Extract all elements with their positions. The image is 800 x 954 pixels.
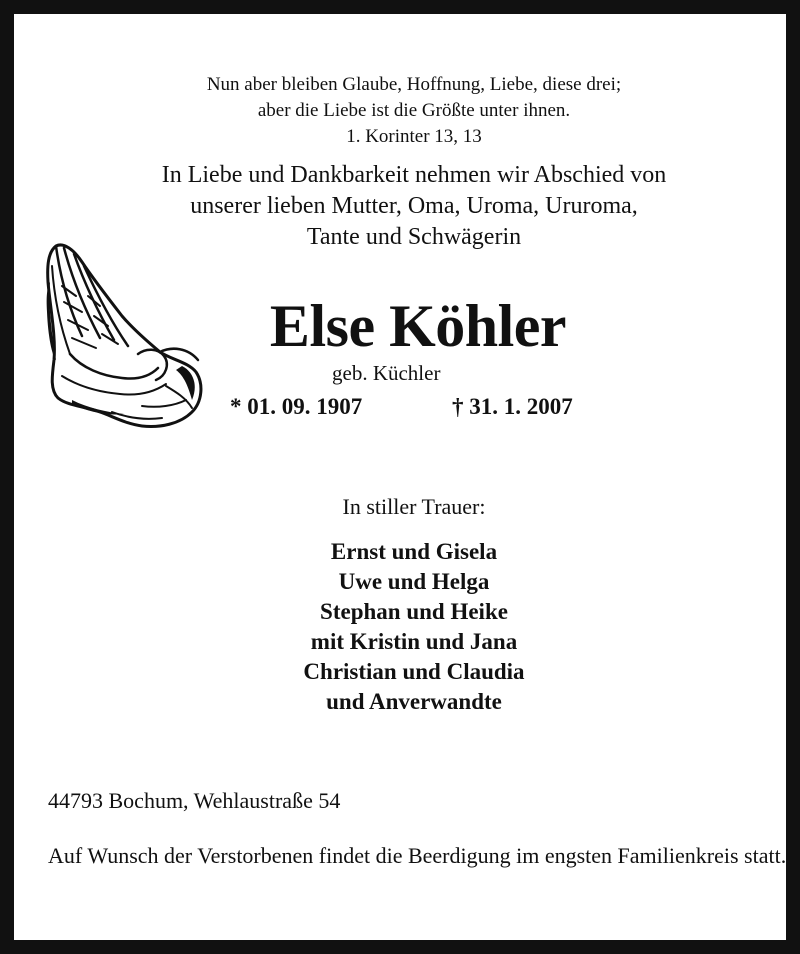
farewell-line-3: Tante und Schwägerin bbox=[306, 224, 522, 250]
list-item: mit Kristin und Jana bbox=[310, 629, 518, 654]
list-item: Christian und Claudia bbox=[303, 659, 525, 684]
mourning-label: In stiller Trauer: bbox=[342, 494, 486, 519]
list-item: Uwe und Helga bbox=[338, 569, 490, 594]
funeral-notice: Auf Wunsch der Verstorbenen findet die Beerdigung im engsten Familienkreis statt. bbox=[48, 843, 787, 868]
deceased-name: Else Köhler bbox=[269, 293, 567, 359]
verse-line-2: aber die Liebe ist die Größte unter ihnen. bbox=[257, 100, 571, 121]
address: 44793 Bochum, Wehlaustraße 54 bbox=[48, 788, 341, 813]
maiden-name: geb. Küchler bbox=[332, 361, 441, 385]
verse-reference: 1. Korinter 13, 13 bbox=[346, 126, 482, 147]
birth-date: * 01. 09. 1907 bbox=[230, 394, 363, 419]
list-item: und Anverwandte bbox=[326, 689, 502, 714]
farewell-line-2: unserer lieben Mutter, Oma, Uroma, Ururoma, bbox=[190, 193, 638, 219]
family-list bbox=[14, 537, 800, 717]
bible-verse bbox=[14, 72, 800, 150]
list-item: Stephan und Heike bbox=[320, 599, 508, 624]
verse-line-1: Nun aber bleiben Glaube, Hoffnung, Liebe, diese drei; bbox=[206, 74, 622, 95]
list-item: Ernst und Gisela bbox=[330, 539, 498, 564]
death-date: † 31. 1. 2007 bbox=[452, 394, 573, 419]
farewell-line-1: In Liebe und Dankbarkeit nehmen wir Abschied von bbox=[161, 162, 667, 188]
